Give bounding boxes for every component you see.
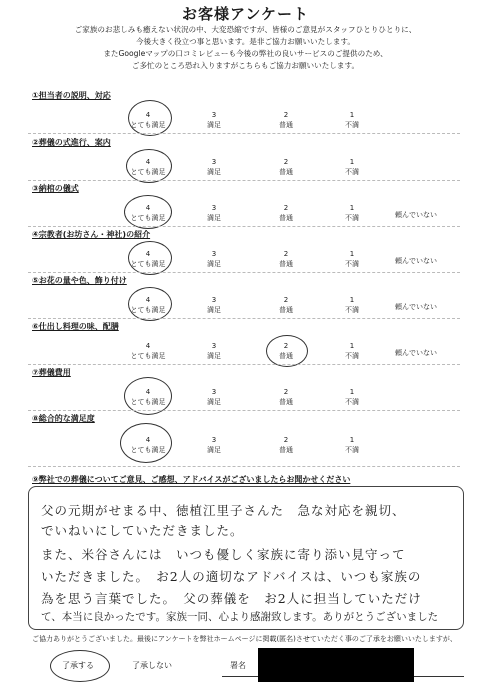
option-1[interactable]: 1 不満 [345,388,359,406]
question-3 [0,183,491,235]
option-not-requested[interactable]: 頼んでいない [395,211,437,219]
intro-line: またGoogleマップの口コミレビューも今後の弊社の良いサービスのご提供のため、 [103,49,388,58]
divider [28,272,460,273]
option-3[interactable]: 3 満足 [207,342,221,360]
question-8 [0,413,491,465]
option-not-requested[interactable]: 頼んでいない [395,303,437,311]
option-4[interactable]: 4 とても満足 [130,296,166,314]
option-not-requested[interactable]: 頼んでいない [395,257,437,265]
page-title: お客様アンケート [181,5,310,23]
question-label: ③納棺の儀式 [32,184,79,193]
option-4[interactable]: 4 とても満足 [130,204,166,222]
intro-line: ご多忙のところ恐れ入りますがこちらもご協力お願いいたします。 [131,61,360,70]
handwritten-line: 父の元期がせまる中、徳植江里子さんた 急な対応を親切、 [41,503,406,518]
option-3[interactable]: 3 満足 [207,436,221,454]
handwritten-line: 為を思う言葉でした。 父の葬儀を お2人に担当していただけ [41,591,422,606]
option-1[interactable]: 1 不満 [345,436,359,454]
redacted-signature [258,648,414,682]
option-2[interactable]: 2 普通 [279,158,293,176]
option-2[interactable]: 2 普通 [279,250,293,268]
intro-line: 今後大きく役立つ事と思います。是非ご協力お願いいたします。 [136,37,355,46]
option-3[interactable]: 3 満足 [207,111,221,129]
intro-line: ご家族のお悲しみも癒えない状況の中、大変恐縮ですが、皆様のご意見がスタッフひとりひとりに、 [74,25,417,34]
divider [28,318,460,319]
option-3[interactable]: 3 満足 [207,296,221,314]
divider [28,410,460,411]
option-2[interactable]: 2 普通 [279,342,293,360]
question-label: ⑤お花の量や色、飾り付け [32,276,127,285]
question-label: ⑧総合的な満足度 [32,414,95,423]
option-2[interactable]: 2 普通 [279,111,293,129]
option-1[interactable]: 1 不満 [345,158,359,176]
option-1[interactable]: 1 不満 [345,250,359,268]
option-4[interactable]: 4 とても満足 [130,250,166,268]
option-2[interactable]: 2 普通 [279,388,293,406]
handwritten-line: て、本当に良かったです。家族一同、心より感謝致します。ありがとうございました [41,611,439,623]
question-2 [0,137,491,189]
question-label: ②葬儀の式進行、案内 [32,138,111,147]
option-4[interactable]: 4 とても満足 [130,436,166,454]
consent-yes-option[interactable]: 了承する [62,661,94,670]
question-4 [0,229,491,281]
option-2[interactable]: 2 普通 [279,204,293,222]
question-label: ⑦葬儀費用 [32,368,71,377]
option-2[interactable]: 2 普通 [279,436,293,454]
option-3[interactable]: 3 満足 [207,250,221,268]
option-3[interactable]: 3 満足 [207,204,221,222]
option-not-requested[interactable]: 頼んでいない [395,349,437,357]
option-2[interactable]: 2 普通 [279,296,293,314]
question-label: ⑥仕出し料理の味、配膳 [32,322,119,331]
question-9-label: ⑨弊社での葬儀についてご意見、ご感想、アドバイスがございましたらお聞かせください [32,475,351,484]
option-1[interactable]: 1 不満 [345,296,359,314]
option-1[interactable]: 1 不満 [345,342,359,360]
handwritten-line: また、米谷さんには いつも優しく家族に寄り添い見守って [41,547,406,562]
divider [28,180,460,181]
divider [28,133,460,134]
handwritten-line: いただきました。 お2人の適切なアドバイスは、いつも家族の [41,569,422,584]
question-5 [0,275,491,327]
option-1[interactable]: 1 不満 [345,204,359,222]
divider [28,364,460,365]
question-6 [0,321,491,373]
option-4[interactable]: 4 とても満足 [130,342,166,360]
divider [28,466,460,467]
consent-no-option[interactable]: 了承しない [132,661,172,670]
divider [28,226,460,227]
question-7 [0,367,491,419]
comment-box[interactable] [28,486,464,630]
question-1 [0,90,491,142]
option-3[interactable]: 3 満足 [207,158,221,176]
question-label: ①担当者の説明、対応 [32,91,111,100]
handwritten-line: でいねいにしていただきました。 [41,523,244,538]
option-1[interactable]: 1 不満 [345,111,359,129]
intro-text [20,24,471,72]
question-label: ④宗教者(お坊さん・神社)の紹介 [32,230,151,239]
option-4[interactable]: 4 とても満足 [130,111,166,129]
signature-label: 署名 [230,661,246,670]
option-3[interactable]: 3 満足 [207,388,221,406]
option-4[interactable]: 4 とても満足 [130,158,166,176]
footer-note: ご協力ありがとうございました。最後にアンケートを弊社ホームページに掲載(匿名)させていただく事のご了承をお願いいたしますが、 [32,635,457,643]
option-4[interactable]: 4 とても満足 [130,388,166,406]
